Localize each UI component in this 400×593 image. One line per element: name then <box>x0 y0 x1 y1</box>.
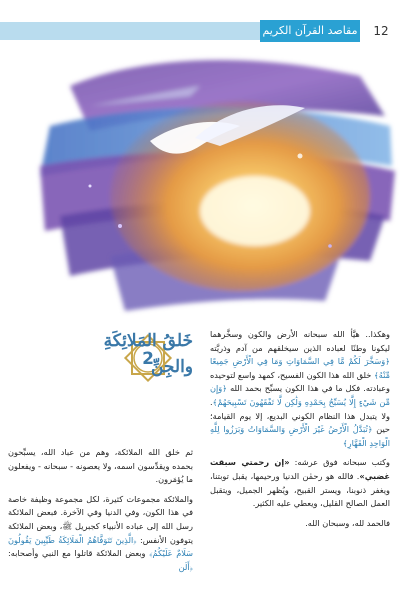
text-run: . ولا يتبدل هذا النظام الكوني البديع، إلا يوم القيامة؛ حين <box>210 396 390 435</box>
text-run: وبعض الملائكة قاتلوا مع النبي وأصحابه: <box>8 548 146 559</box>
quran-verse: ﴿تُبَدَّلُ الْأَرْضُ غَيْرَ الْأَرْضِ وَالسَّمَاوَاتُ وَبَرَزُوا لِلَّهِ الْوَاحِدِ الْقَهَّارِ﴾ <box>210 424 390 448</box>
chapter-title <box>68 328 193 380</box>
section-tag: مقاصد القرآن الكريم <box>260 20 360 42</box>
quran-verse: ﴿أَلَن <box>178 561 193 572</box>
title-line-1: خَلقُ المَلائِكَةِ <box>103 331 193 351</box>
quran-verse: ﴿وَسَخَّرَ لَكُمْ مَّا فِي السَّمَاوَاتِ وَمَا فِي الْأَرْضِ جَمِيعًا مِّنْهُ﴾ <box>210 356 390 380</box>
paragraph <box>210 456 390 510</box>
header-bar <box>0 22 260 40</box>
paragraph <box>210 328 390 450</box>
text-run: . فالله هو رحمٰن الدنيا ورحيمها، يقبل توبتنا، ويغفر ذنوبنا، ويستر القبيح، ويُظهر الجميل، ويتقبل العمل الصالح القليل، ويعطي عليه الكثير. <box>210 470 390 509</box>
text-run: وكتب سبحانه فوق عرشه: <box>289 457 390 468</box>
paragraph: فالحمد لله، وسبحان الله. <box>305 517 390 528</box>
text-run: وهكذا.. هيَّأ الله سبحانه الأرض والكون وسخَّرهما ليكونا وطنًا لعباده الذين سيخلقهم من آدم وذريَّته <box>210 329 390 353</box>
chapter-number: 2 <box>142 349 154 369</box>
right-column <box>210 328 390 586</box>
paragraph: ثم خلق الله الملائكة، وهم من عباد الله، يسبِّحون بحمده ويقدِّسون اسمه، ولا يعصونه - سبحانه - ويفعلون ما يُؤمَرون. <box>8 447 193 485</box>
paragraph <box>8 493 193 575</box>
hero-illustration <box>0 46 400 326</box>
page-number: 12 <box>373 24 389 38</box>
quran-verse: ﴿وَإِن مِّن شَيْءٍ إِلَّا يُسَبِّحُ بِحَمْدِهِ وَلَٰكِن لَّا تَفْقَهُونَ تَسْبِيحَهُمْ﴾ <box>210 383 390 407</box>
chapter-title-block <box>8 314 193 434</box>
page-header <box>0 18 400 44</box>
quran-verse: ﴿الَّذِينَ تَتَوَفَّاهُمُ الْمَلَائِكَةُ طَيِّبِينَ يَقُولُونَ سَلَامٌ عَلَيْكُمُ﴾ <box>8 534 194 559</box>
text-run: خلق الله هذا الكون الفسيح، كمهد واسع لتوحيده وعبادته. فكل ما في هذا الكون يسبِّح بحمد الله <box>210 369 390 394</box>
text-run: والملائكة مجموعات كثيرة، لكل مجموعة وظيفة خاصة في هذا الكون، وفي الدنيا وفي الآخرة. فبعض الملائكة رسل الله إلى عباده الأنبياء كجبريل ﷺ، وبعض الملائكة يتوفون الأنفس: <box>8 493 193 545</box>
left-column <box>8 446 193 586</box>
title-line-2: والجِنِّ <box>150 357 193 377</box>
hadith-quote: «إن رحمتي سبقت غضبي» <box>210 457 390 481</box>
